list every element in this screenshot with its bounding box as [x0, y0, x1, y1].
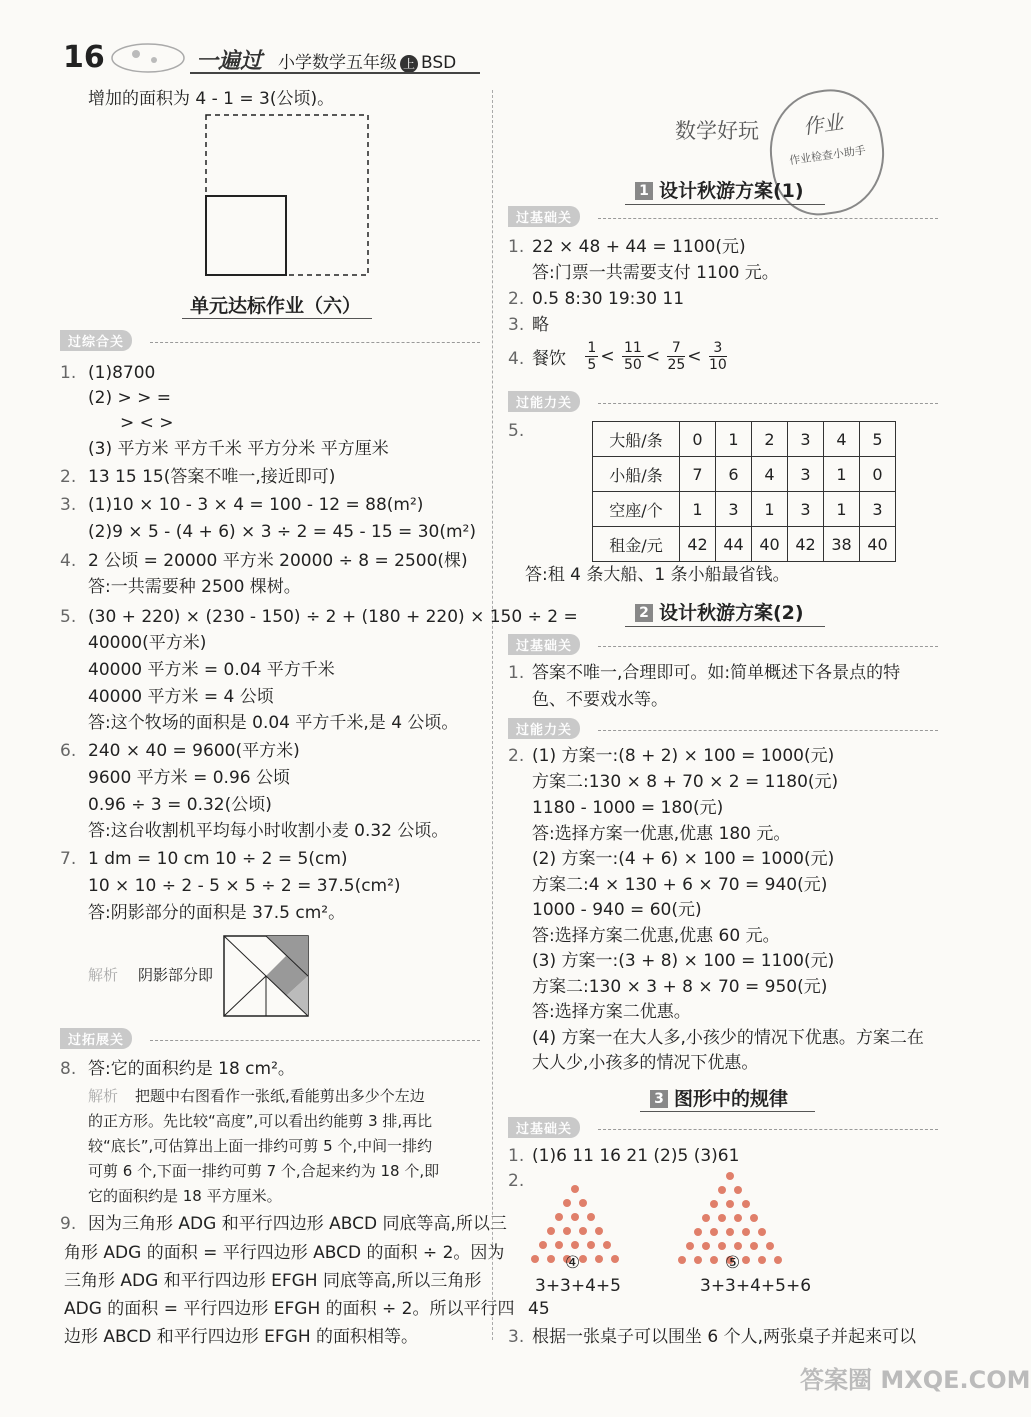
pattern-dot	[750, 1214, 758, 1222]
section-badge: 3	[650, 1090, 668, 1108]
dot-triangle-5	[665, 1172, 795, 1262]
edition-label: BSD	[421, 53, 457, 73]
numerator: 11	[623, 340, 642, 356]
section-tag: 过基础关	[508, 1117, 580, 1138]
b2-line: 方案二:130 × 3 + 8 × 70 = 950(元)	[532, 977, 828, 997]
table-cell: 4	[752, 457, 788, 492]
question-number: 1.	[508, 237, 525, 257]
table-cell: 1	[716, 422, 752, 457]
pattern-dot	[758, 1256, 766, 1264]
section-title-text: 设计秋游方案(2)	[659, 602, 804, 624]
pattern-dot	[774, 1256, 782, 1264]
table-cell: 42	[680, 527, 716, 562]
sum-expression: 3+3+4+5	[535, 1276, 621, 1296]
table-cell: 5	[860, 422, 896, 457]
section-heading-2	[635, 598, 804, 625]
pattern-dot	[726, 1200, 734, 1208]
stamp-text: 作业	[801, 109, 845, 139]
tag-dashline	[150, 342, 480, 343]
b2-line: 1000 - 940 = 60(元)	[532, 900, 702, 920]
tag-dashline	[598, 218, 938, 219]
denominator: 25	[667, 357, 686, 373]
pattern-dot	[750, 1242, 758, 1250]
a5-answer: 答:租 4 条大船、1 条小船最省钱。	[525, 565, 790, 585]
b1-line: 色、不要戏水等。	[532, 690, 668, 710]
pattern-dot	[710, 1256, 718, 1264]
fraction	[667, 340, 685, 373]
b2-line: (3) 方案一:(3 + 8) × 100 = 1100(元)	[532, 951, 835, 971]
boat-table	[592, 421, 896, 562]
pattern-dot	[587, 1241, 595, 1249]
pattern-dot	[595, 1227, 603, 1235]
pattern-dot	[710, 1228, 718, 1236]
pattern-dot	[611, 1255, 619, 1263]
question-number: 7.	[60, 849, 77, 869]
figure-label: ⑤	[725, 1253, 741, 1273]
question-number: 2.	[508, 1171, 525, 1191]
tag-dashline	[150, 1040, 480, 1041]
question-number: 5.	[508, 421, 525, 441]
pattern-dot	[742, 1256, 750, 1264]
a4-prefix: 餐饮	[532, 349, 566, 369]
question-number: 3.	[60, 495, 77, 515]
q7-line: 1 dm = 10 cm 10 ÷ 2 = 5(cm)	[88, 849, 348, 869]
table-cell: 2	[752, 422, 788, 457]
b2-line: 答:选择方案一优惠,优惠 180 元。	[532, 824, 791, 844]
pattern-dot	[555, 1213, 563, 1221]
question-number: 3.	[508, 1327, 525, 1347]
table-cell: 3	[716, 492, 752, 527]
pattern-dot	[579, 1199, 587, 1207]
q7-line: 答:阴影部分的面积是 37.5 cm²。	[88, 903, 346, 923]
q2-line: 13 15 15(答案不唯一,接近即可)	[88, 467, 336, 487]
table-cell: 0	[680, 422, 716, 457]
page-number: 16	[63, 40, 105, 75]
q3-line: (1)10 × 10 - 3 × 4 = 100 - 12 = 88(m²)	[88, 495, 424, 515]
pattern-dot	[734, 1214, 742, 1222]
table-cell: 0	[860, 457, 896, 492]
b2-line: 答:选择方案二优惠,优惠 60 元。	[532, 926, 780, 946]
tag-dashline	[598, 730, 938, 731]
q8-line: 答:它的面积约是 18 cm²。	[88, 1059, 295, 1079]
b1-line: 答案不唯一,合理即可。如:简单概述下各景点的特	[532, 663, 901, 683]
table-row	[593, 457, 896, 492]
q8-jiexi-label: 解析	[88, 1087, 119, 1105]
q7-jiexi-text: 阴影部分即	[138, 966, 214, 984]
cloud-decoration-icon	[108, 40, 188, 76]
a4-line: 餐饮 $\frac{1}{5}$ < $\frac{11}{50}$ < $\frac{7}{25}$ < $\frac{3}{10}$	[532, 340, 727, 373]
section-rule	[640, 1111, 815, 1112]
pattern-dot	[595, 1255, 603, 1263]
area-diagram	[200, 112, 375, 282]
table-cell: 7	[680, 457, 716, 492]
pattern-dot	[579, 1227, 587, 1235]
numerator: 1	[587, 340, 597, 356]
section-rule	[625, 204, 825, 205]
tag-dashline	[598, 403, 938, 404]
q6-line: 9600 平方米 = 0.96 公顷	[88, 768, 290, 788]
section-tag: 过基础关	[508, 634, 580, 655]
section-tag: 过拓展关	[60, 1028, 132, 1049]
tag-dashline	[598, 646, 938, 647]
denominator: 10	[708, 357, 727, 373]
table-row	[593, 527, 896, 562]
pattern-dot	[718, 1242, 726, 1250]
pattern-dot	[718, 1186, 726, 1194]
pattern-dot	[758, 1228, 766, 1236]
book-subtitle	[278, 48, 456, 73]
section-rule	[625, 626, 825, 627]
table-cell: 4	[824, 422, 860, 457]
section-tag: 过综合关	[60, 330, 132, 351]
q3-line: (2)9 × 5 - (4 + 6) × 3 ÷ 2 = 45 - 15 = 30(m²)	[88, 522, 476, 542]
fraction	[585, 340, 598, 373]
q7-jiexi-label: 解析	[88, 966, 119, 984]
question-number: 9.	[60, 1214, 77, 1234]
q5-line: (30 + 220) × (230 - 150) ÷ 2 + (180 + 220) × 150 ÷ 2 =	[88, 607, 578, 627]
pattern-dot	[702, 1214, 710, 1222]
fun-title: 数学好玩	[675, 119, 759, 143]
q5-line: 答:这个牧场的面积是 0.04 平方千米,是 4 公顷。	[88, 713, 459, 733]
fraction	[709, 340, 727, 373]
brand-logo: 一遍过	[196, 49, 263, 74]
q8-jiexi-line: 可剪 6 个,下面一排约可剪 7 个,合起来约为 18 个,即	[88, 1162, 440, 1180]
question-number: 1.	[508, 663, 525, 683]
section-badge: 2	[635, 604, 653, 622]
q5-line: 40000 平方米 = 4 公顷	[88, 687, 274, 707]
section-tag: 过能力关	[508, 391, 580, 412]
question-number: 1.	[60, 363, 77, 383]
unit-title-rule	[182, 318, 372, 319]
pattern-dot	[710, 1200, 718, 1208]
denominator: 5	[587, 357, 597, 373]
table-cell: 6	[716, 457, 752, 492]
q1-line: (3) 平方米 平方千米 平方分米 平方厘米	[88, 439, 389, 459]
numerator: 3	[709, 340, 727, 357]
pattern-dot	[571, 1213, 579, 1221]
a3-line: 略	[532, 315, 549, 335]
table-cell: 3	[788, 492, 824, 527]
table-cell: 40	[752, 527, 788, 562]
question-number: 5.	[60, 607, 77, 627]
table-header-cell: 租金/元	[593, 527, 680, 562]
b2-line: 大人少,小孩多的情况下优惠。	[532, 1053, 759, 1073]
q9-line: 因为三角形 ADG 和平行四边形 ABCD 同底等高,所以三	[88, 1214, 507, 1234]
table-cell: 3	[788, 457, 824, 492]
volume-badge: 上	[400, 55, 418, 73]
b2-line: 1180 - 1000 = 180(元)	[532, 798, 724, 818]
pattern-dot	[734, 1186, 742, 1194]
question-number: 2.	[60, 467, 77, 487]
table-header-cell: 空座/个	[593, 492, 680, 527]
q6-line: 0.96 ÷ 3 = 0.32(公顷)	[88, 795, 272, 815]
column-divider	[492, 90, 493, 1340]
pattern-dot	[547, 1227, 555, 1235]
figure-label: ④	[565, 1253, 581, 1273]
pattern-dot	[678, 1256, 686, 1264]
section-heading-3	[650, 1084, 788, 1111]
table-cell: 3	[788, 422, 824, 457]
pattern-dot	[726, 1228, 734, 1236]
site-watermark: 答案圈 MXQE.COM	[800, 1366, 1031, 1394]
a2-line: 0.5 8:30 19:30 11	[532, 289, 685, 309]
q9-line: 边形 ABCD 和平行四边形 EFGH 的面积相等。	[64, 1327, 419, 1347]
table-cell: 44	[716, 527, 752, 562]
b2-line: 答:选择方案二优惠。	[532, 1002, 691, 1022]
q8-jiexi-line: 的正方形。先比较“高度”,可以看出约能剪 3 排,再比	[88, 1112, 433, 1130]
q1-line: (1)8700	[88, 363, 156, 383]
table-cell: 40	[860, 527, 896, 562]
table-cell: 1	[680, 492, 716, 527]
table-cell: 38	[824, 527, 860, 562]
a1-line: 22 × 48 + 44 = 1100(元)	[532, 237, 746, 257]
section-title-text: 图形中的规律	[674, 1088, 789, 1110]
a1-line: 答:门票一共需要支付 1100 元。	[532, 263, 779, 283]
question-number: 1.	[508, 1146, 525, 1166]
pattern-dot	[742, 1200, 750, 1208]
b2-line: (4) 方案一在大人多,小孩少的情况下优惠。方案二在	[532, 1028, 924, 1048]
question-number: 4.	[508, 349, 525, 369]
unit-title: 单元达标作业（六）	[190, 295, 362, 317]
section-tag: 过能力关	[508, 718, 580, 739]
pattern-dot	[702, 1242, 710, 1250]
c3-line: 根据一张桌子可以围坐 6 个人,两张桌子并起来可以	[532, 1327, 917, 1347]
q8-jiexi-line: 把题中右图看作一张纸,看能剪出多少个左边	[135, 1087, 425, 1105]
q7-line: 10 × 10 ÷ 2 - 5 × 5 ÷ 2 = 37.5(cm²)	[88, 876, 401, 896]
table-row	[593, 492, 896, 527]
dot-triangle-4	[520, 1185, 630, 1260]
table-cell: 42	[788, 527, 824, 562]
c1-line: (1)6 11 16 21 (2)5 (3)61	[532, 1146, 740, 1166]
header-rule	[190, 72, 480, 74]
pattern-dot	[718, 1214, 726, 1222]
question-number: 8.	[60, 1059, 77, 1079]
question-number: 6.	[60, 741, 77, 761]
q8-jiexi-line: 它的面积约是 18 平方厘米。	[88, 1187, 282, 1205]
q4-line: 答:一共需要种 2500 棵树。	[88, 577, 301, 597]
stamp-subtext: 作业检查小助手	[788, 143, 867, 168]
pattern-dot	[531, 1255, 539, 1263]
pattern-dot	[603, 1241, 611, 1249]
q9-line: 角形 ADG 的面积 = 平行四边形 ABCD 的面积 ÷ 2。因为	[64, 1243, 505, 1263]
pattern-dot	[571, 1241, 579, 1249]
table-row	[593, 422, 896, 457]
pattern-dot	[686, 1242, 694, 1250]
q9-line: ADG 的面积 = 平行四边形 EFGH 的面积 ÷ 2。所以平行四	[64, 1299, 515, 1319]
section-tag: 过基础关	[508, 206, 580, 227]
pattern-dot	[726, 1172, 734, 1180]
b2-line: 方案二:130 × 8 + 70 × 2 = 1180(元)	[532, 772, 839, 792]
q1-line: (2) > > =	[88, 388, 172, 408]
table-cell: 1	[752, 492, 788, 527]
q9-line: 三角形 ADG 和平行四边形 EFGH 同底等高,所以三角形	[64, 1271, 482, 1291]
question-number: 3.	[508, 315, 525, 335]
table-header-cell: 大船/条	[593, 422, 680, 457]
pattern-dot	[694, 1256, 702, 1264]
pattern-dot	[694, 1228, 702, 1236]
pattern-dot	[734, 1242, 742, 1250]
denominator: 50	[623, 357, 642, 373]
question-number: 2.	[508, 746, 525, 766]
pattern-dot	[547, 1255, 555, 1263]
section-badge: 1	[635, 182, 653, 200]
q6-line: 答:这台收割机平均每小时收割小麦 0.32 公顷。	[88, 821, 449, 841]
pattern-dot	[563, 1227, 571, 1235]
pattern-dot	[563, 1199, 571, 1207]
intro-line: 增加的面积为 4 - 1 = 3(公顷)。	[88, 89, 335, 109]
total-value: 45	[528, 1299, 550, 1319]
fraction	[622, 340, 644, 373]
q5-line: 40000 平方米 = 0.04 平方千米	[88, 660, 335, 680]
sum-expression: 3+3+4+5+6	[700, 1276, 812, 1296]
b2-line: (1) 方案一:(8 + 2) × 100 = 1000(元)	[532, 746, 835, 766]
pattern-dot	[587, 1213, 595, 1221]
section-title-text: 设计秋游方案(1)	[659, 180, 804, 202]
q8-jiexi-line: 较“底长”,可估算出上面一排约可剪 5 个,中间一排约	[88, 1137, 433, 1155]
subtitle-text: 小学数学五年级	[278, 53, 397, 73]
q4-line: 2 公顷 = 20000 平方米 20000 ÷ 8 = 2500(棵)	[88, 551, 468, 571]
question-number: 2.	[508, 289, 525, 309]
pattern-dot	[742, 1228, 750, 1236]
b2-line: (2) 方案一:(4 + 6) × 100 = 1000(元)	[532, 849, 835, 869]
q6-line: 240 × 40 = 9600(平方米)	[88, 741, 300, 761]
question-number: 4.	[60, 551, 77, 571]
pattern-dot	[571, 1185, 579, 1193]
table-header-cell: 小船/条	[593, 457, 680, 492]
numerator: 7	[667, 340, 685, 357]
q5-line: 40000(平方米)	[88, 633, 207, 653]
pattern-dot	[539, 1241, 547, 1249]
table-cell: 1	[824, 492, 860, 527]
table-cell: 3	[860, 492, 896, 527]
tag-dashline	[598, 1129, 938, 1130]
section-heading-1	[635, 176, 804, 203]
q1-line: > < >	[120, 413, 174, 433]
table-cell: 1	[824, 457, 860, 492]
tangram-diagram	[222, 934, 312, 1020]
pattern-dot	[766, 1242, 774, 1250]
pattern-dot	[555, 1241, 563, 1249]
b2-line: 方案二:4 × 130 + 6 × 70 = 940(元)	[532, 875, 828, 895]
